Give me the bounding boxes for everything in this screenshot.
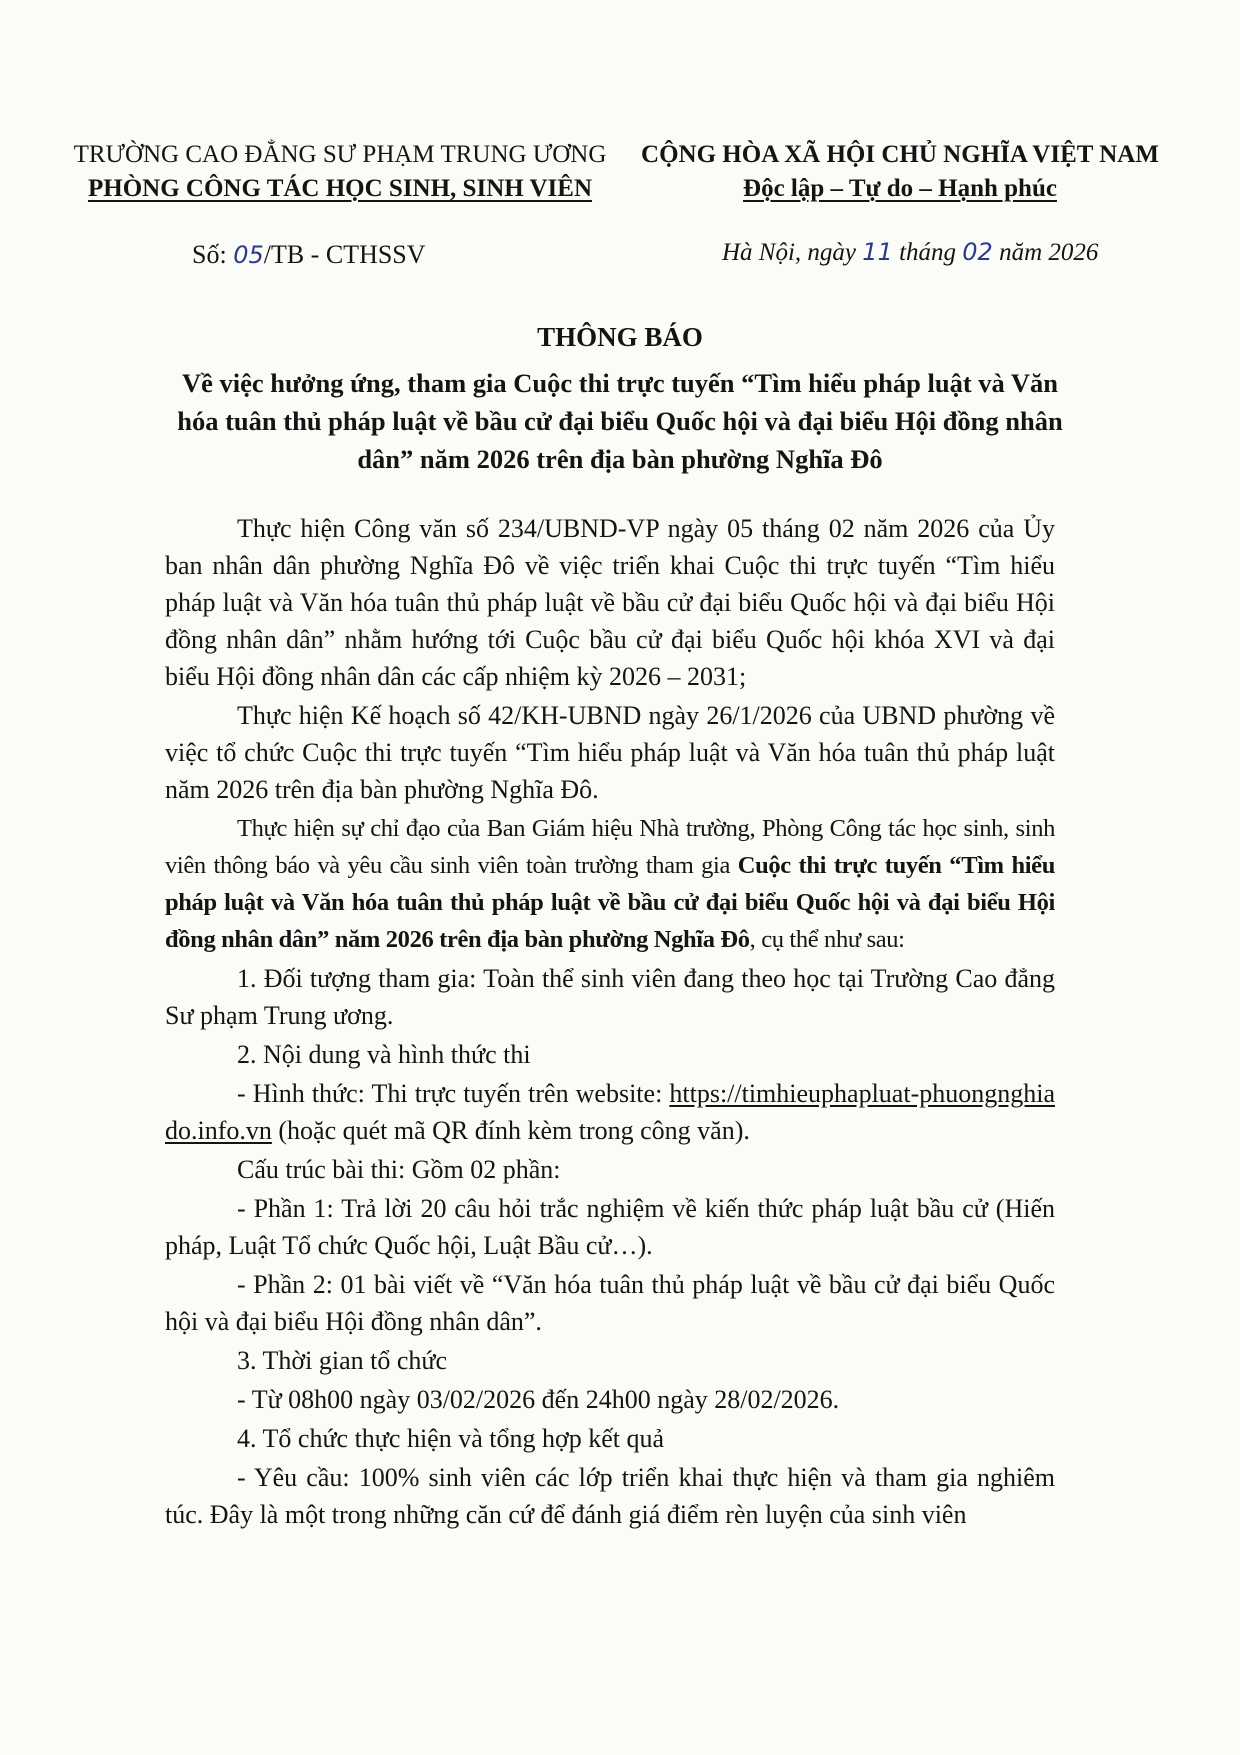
paragraph-legal-basis-2: Thực hiện Kế hoạch số 42/KH-UBND ngày 26/1/2026 của UBND phường về việc tổ chức Cuộc thi trực tuyến “Tìm hiểu pháp luật và Văn hóa tuân thủ pháp luật năm 2026 trên địa bàn phường Nghĩa Đô. xyxy=(165,701,1055,804)
national-motto: Độc lập – Tự do – Hạnh phúc xyxy=(743,175,1057,202)
announcement-intro: Thực hiện sự chỉ đạo của Ban Giám hiệu Nhà trường, Phòng Công tác học sinh, sinh viên thông báo và yêu cầu sinh viên toàn trường tham gia xyxy=(165,815,1055,879)
exam-part-2: - Phần 2: 01 bài viết về “Văn hóa tuân thủ pháp luật về bầu cử đại biểu Quốc hội và đại biểu Hội đồng nhân dân”. xyxy=(165,1270,1055,1336)
date-prefix: Hà Nội, ngày xyxy=(722,239,863,266)
date-day-handwritten: 11 xyxy=(862,238,893,266)
item-participants: 1. Đối tượng tham gia: Toàn thể sinh viên đang theo học tại Trường Cao đẳng Sư phạm Trung ương. xyxy=(165,964,1055,1030)
date-month-handwritten: 02 xyxy=(962,238,993,266)
paragraph-announcement xyxy=(165,810,1055,958)
document-date xyxy=(722,238,1098,267)
item-requirement: - Yêu cầu: 100% sinh viên các lớp triển khai thực hiện và tham gia nghiêm túc. Đây là một trong những căn cứ để đánh giá điểm rèn luyện của sinh viên xyxy=(165,1463,1055,1529)
date-month-label: tháng xyxy=(892,239,963,266)
item-format xyxy=(165,1075,1055,1149)
school-name: TRƯỜNG CAO ĐẲNG SƯ PHẠM TRUNG ƯƠNG xyxy=(73,141,607,168)
item-time-heading: 3. Thời gian tổ chức xyxy=(237,1346,448,1375)
doc-number-suffix: /TB - CTHSSV xyxy=(263,240,426,269)
country-name: CỘNG HÒA XÃ HỘI CHỦ NGHĨA VIỆT NAM xyxy=(641,141,1159,168)
date-year-label: năm 2026 xyxy=(992,239,1099,266)
document-number xyxy=(192,240,426,270)
doc-number-handwritten: 05 xyxy=(233,241,264,269)
paragraph-legal-basis-1: Thực hiện Công văn số 234/UBND-VP ngày 05 tháng 02 năm 2026 của Ủy ban nhân dân phường Nghĩa Đô về việc triển khai Cuộc thi trực tuyến “Tìm hiểu pháp luật và Văn hóa tuân thủ pháp luật về bầu cử đại biểu Quốc hội và đại biểu Hội đồng nhân dân” nhằm hướng tới Cuộc bầu cử đại biểu Quốc hội khóa XVI và đại biểu Hội đồng nhân dân các cấp nhiệm kỳ 2026 – 2031; xyxy=(165,514,1055,691)
document-body xyxy=(165,510,1055,1535)
exam-part-1: - Phần 1: Trả lời 20 câu hỏi trắc nghiệm về kiến thức pháp luật bầu cử (Hiến pháp, Luật Tổ chức Quốc hội, Luật Bầu cử…). xyxy=(165,1194,1055,1260)
item-time: - Từ 08h00 ngày 03/02/2026 đến 24h00 ngày 28/02/2026. xyxy=(237,1385,840,1414)
item-content-heading: 2. Nội dung và hình thức thi xyxy=(237,1040,531,1069)
doc-number-prefix: Số: xyxy=(192,240,234,269)
document-title: THÔNG BÁO xyxy=(537,322,703,352)
format-suffix: (hoặc quét mã QR đính kèm trong công văn). xyxy=(271,1116,750,1145)
item-organization-heading: 4. Tổ chức thực hiện và tổng hợp kết quả xyxy=(237,1424,665,1453)
national-header xyxy=(620,138,1180,206)
organization-header xyxy=(60,138,620,206)
exam-structure: Cấu trúc bài thi: Gồm 02 phần: xyxy=(237,1155,561,1184)
announcement-tail: , cụ thể như sau: xyxy=(749,926,905,953)
format-prefix: - Hình thức: Thi trực tuyến trên website: xyxy=(237,1079,670,1108)
contest-website-link[interactable]: https://timhieuphapluat-phuongnghiado.info.vn xyxy=(165,1079,1055,1145)
department-name: PHÒNG CÔNG TÁC HỌC SINH, SINH VIÊN xyxy=(87,175,593,202)
document-subject: Về việc hưởng ứng, tham gia Cuộc thi trực tuyến “Tìm hiểu pháp luật và Văn hóa tuân thủ pháp luật về bầu cử đại biểu Quốc hội và đại biểu Hội đồng nhân dân” năm 2026 trên địa bàn phường Nghĩa Đô xyxy=(177,368,1063,474)
contest-name: Cuộc thi trực tuyến “Tìm hiểu pháp luật và Văn hóa tuân thủ pháp luật về bầu cử đại biểu Quốc hội và đại biểu Hội đồng nhân dân” năm 2026 trên địa bàn phường Nghĩa Đô xyxy=(165,852,1055,953)
